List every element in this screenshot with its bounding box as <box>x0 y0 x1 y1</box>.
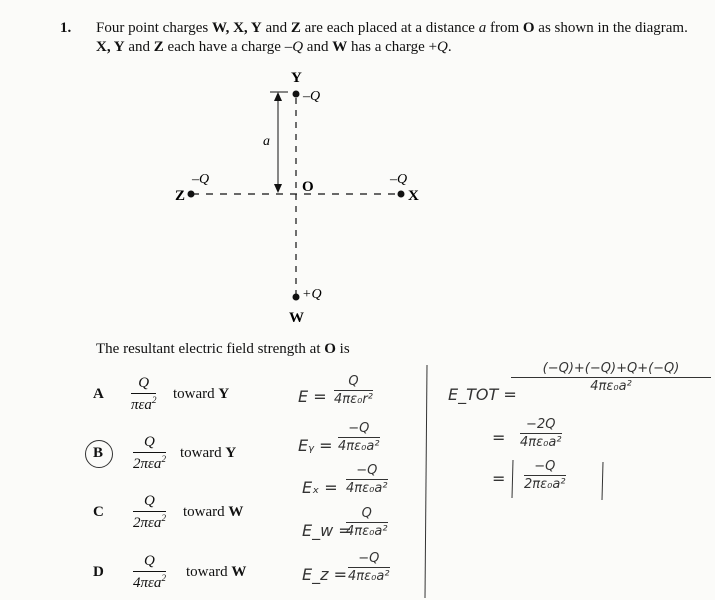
hand-denominator: 2πε₀a² <box>524 477 566 492</box>
target-label: W <box>231 564 247 580</box>
hand-equals: = <box>492 428 506 447</box>
exponent: 2 <box>151 395 157 405</box>
denominator-text: πεa <box>131 397 152 413</box>
question-text: Q <box>292 39 304 55</box>
hand-numerator: −Q <box>358 551 380 566</box>
toward-text: toward <box>186 564 228 580</box>
hand-fraction-bar <box>524 475 566 476</box>
charge-x-label: –Q <box>390 172 408 187</box>
target-label: Y <box>218 386 230 402</box>
hand-denominator: 4πε₀a² <box>590 379 632 394</box>
question-text: and <box>124 39 154 55</box>
fraction-numerator: Q <box>138 375 150 391</box>
prompt-text: O <box>324 341 336 357</box>
target-label: Y <box>225 445 237 461</box>
charge-y-label: –Q <box>303 89 321 104</box>
question-text: Z <box>290 20 301 36</box>
hand-numerator: −Q <box>534 459 556 474</box>
prompt-text: The resultant electric field strength at <box>96 341 325 357</box>
question-number: 1. <box>60 20 72 36</box>
hand-lhs: E_z = <box>302 565 347 584</box>
question-text: Q <box>437 39 448 55</box>
hand-lhs: E_w = <box>302 521 352 540</box>
denominator-text: 4πεa <box>133 575 162 591</box>
question-text: W, X, Y <box>211 20 262 36</box>
question-text: each have a charge – <box>163 39 293 55</box>
question-text: has a charge + <box>347 39 438 55</box>
hand-numerator: −Q <box>356 463 378 478</box>
label-w: W <box>289 310 304 326</box>
hand-numerator: Q <box>348 374 359 389</box>
hand-numerator: −Q <box>348 421 370 436</box>
charge-w-label: +Q <box>302 287 322 302</box>
prompt-text: is <box>335 341 350 357</box>
toward-text: toward <box>180 445 222 461</box>
fraction-numerator: Q <box>144 493 155 509</box>
hand-denominator: 4πε₀r² <box>334 392 373 407</box>
hand-fraction-bar <box>520 433 562 434</box>
hand-bracket-left <box>512 460 513 498</box>
hand-denominator: 4πε₀a² <box>338 439 380 454</box>
fraction-numerator: Q <box>144 434 155 450</box>
hand-numerator: Q <box>361 506 372 521</box>
question-text: . <box>447 39 452 55</box>
toward-text: toward <box>183 504 225 520</box>
charge-z-label: –Q <box>192 172 210 187</box>
hand-fraction <box>511 361 711 394</box>
target-label: W <box>228 504 244 520</box>
toward-text: toward <box>173 386 215 402</box>
hand-numerator: (−Q)+(−Q)+Q+(−Q) <box>542 361 680 376</box>
hand-lhs: Eᵧ = <box>298 436 333 455</box>
question-text: Z <box>153 39 164 55</box>
hand-lhs: Eₓ = <box>302 478 338 497</box>
hand-denominator: 4πε₀a² <box>346 481 388 496</box>
label-y: Y <box>291 70 302 86</box>
hand-fraction-bar <box>511 377 711 378</box>
fraction-numerator: Q <box>144 553 155 569</box>
option-letter: C <box>93 504 104 520</box>
question-text: from <box>486 20 523 36</box>
hand-bracket-right <box>602 462 603 500</box>
option-letter: B <box>93 445 104 461</box>
question-text: are each placed at a distance <box>300 20 479 36</box>
label-o: O <box>302 179 314 195</box>
hand-numerator: −2Q <box>526 417 556 432</box>
hand-lhs: E_TOT = <box>448 385 517 404</box>
hand-denominator: 4πε₀a² <box>520 435 562 450</box>
label-a: a <box>263 134 270 149</box>
hand-divider-line <box>425 365 427 598</box>
denominator-text: 2πεa <box>133 515 162 531</box>
option-letter: D <box>93 564 104 580</box>
label-z: Z <box>175 188 186 204</box>
option-letter: A <box>93 386 104 402</box>
question-text: a <box>478 20 487 36</box>
question-text: W <box>332 39 348 55</box>
hand-denominator: 4πε₀a² <box>348 569 390 584</box>
label-x: X <box>408 188 419 204</box>
question-text: and <box>303 39 333 55</box>
question-text: and <box>261 20 291 36</box>
exponent: 2 <box>161 454 166 464</box>
hand-equals: = <box>492 469 506 488</box>
hand-lhs: E = <box>298 387 327 406</box>
question-text: O <box>522 20 535 36</box>
question-text: X, Y <box>96 39 125 55</box>
exponent: 2 <box>161 573 166 583</box>
hand-denominator: 4πε₀a² <box>346 524 388 539</box>
hand-fraction <box>520 417 562 450</box>
question-text: Four point charges <box>96 20 212 36</box>
denominator-text: 2πεa <box>133 456 162 472</box>
question-text: as shown in the diagram. <box>534 20 688 36</box>
exponent: 2 <box>161 513 166 523</box>
hand-fraction <box>524 459 566 492</box>
